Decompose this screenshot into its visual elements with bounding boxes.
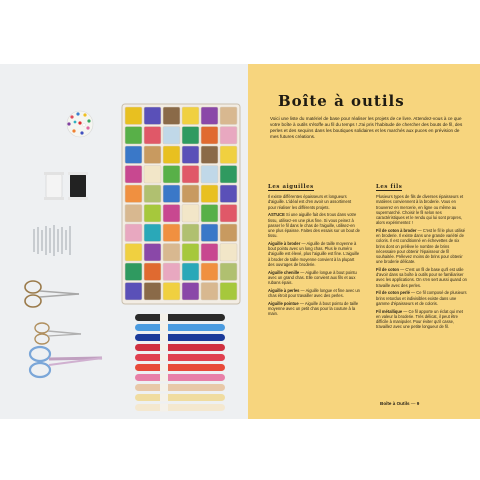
thread-box-cell: [182, 185, 199, 203]
book-spread: [0, 64, 480, 419]
threads-intro: Plusieurs types de fils de diverses épaisseurs et matières conviennent à la broderie. Vous en trouverez en mercerie, en ligne ou même au supermarché. Choisir le fil selon ses caractéristiques et le rendu qui lui sont propres, alors expérimentez !: [376, 194, 464, 226]
skein-band: [160, 334, 168, 342]
thread-box-cell: [144, 244, 161, 262]
skein-band: [160, 394, 168, 402]
thread-box-cell: [163, 224, 180, 242]
thread-box-cell: [220, 205, 237, 223]
thread-box-cell: [163, 185, 180, 203]
thread-box-cell: [125, 166, 142, 184]
tip-text: Si une aiguille fait des trous dans votre tissu, utilisez-en une plus fine. Si vous peinez à passer le fil dans le chas de l'aiguille, utilisez-en une plus épaisse. Faites des essais sur un bout de tissu.: [268, 212, 360, 239]
thread-item: Fil métallique — Ce fil apporte un éclat qui met en valeur la broderie. Très délicat, il peut être difficile à manipuler. Pour éviter qu'il casse, travaillez avec une petite longueur de fil.: [376, 308, 463, 330]
thread-box-cell: [220, 185, 237, 203]
skein-band: [160, 384, 168, 392]
thread-box-cell: [220, 224, 237, 242]
thread-box-cell: [220, 283, 237, 301]
thread-skein: [135, 334, 225, 341]
skein-band: [160, 344, 168, 352]
thread-box-cell: [201, 185, 218, 203]
needle-item: Aiguille chenille — Aiguille longue à bout pointu avec un grand chas. Elle convient aux fils et aux rubans épais.: [268, 269, 357, 286]
thread-item-text: Ce fil composé de plusieurs brins retordus et indivisibles existe dans une gamme d'épaisseurs et de coloris.: [376, 290, 467, 306]
thread-skeins: [135, 314, 225, 412]
thread-box-cell: [125, 146, 142, 164]
thread-skein: [135, 314, 225, 321]
skein-band: [160, 374, 168, 382]
scissors: [25, 281, 102, 377]
thread-box-cell: [201, 166, 218, 184]
threads-column: [376, 184, 468, 332]
thread-item-label: Fil de coton: [376, 267, 399, 273]
thread-box-cell: [182, 205, 199, 223]
thread-item: Fil de coton — C'est un fil de base qu'il est utile d'avoir dans sa boîte à outils pour se familiariser avec les applications. On s'en sert aussi quand on travaille avec des perles.: [376, 267, 467, 288]
thread-box-cell: [144, 185, 161, 203]
thread-box-cell: [182, 166, 199, 184]
thread-box-cell: [182, 244, 199, 262]
thread-box: [122, 104, 240, 304]
thread-box-cell: [201, 205, 218, 223]
thread-box-cell: [220, 166, 237, 184]
thread-box-cell: [163, 107, 180, 125]
thread-box-cell: [163, 205, 180, 223]
thread-item-text: C'est un fil de base qu'il est utile d'avoir dans sa boîte à outils pour se familiariser avec les applications. On s'en sert aussi quand on travaille avec des perles.: [376, 267, 467, 288]
thread-skein: [135, 374, 225, 381]
toolbox-photo: [0, 64, 248, 419]
needle-item-label: Aiguille chenille: [268, 269, 300, 275]
thread-item-label: Fil métallique: [376, 308, 403, 314]
needle-item: Aiguille à perles — Aiguille longue et fine avec un chas étroit pour travailler avec des perles.: [268, 287, 360, 299]
needle-item: Aiguille pointue — Aiguille à bout pointu de taille moyenne avec un petit chas pour la couture à la main.: [268, 300, 359, 317]
thread-skein: [135, 384, 225, 391]
page-title: Boîte à outils: [278, 92, 405, 110]
thread-box-cell: [163, 283, 180, 301]
thread-box-cell: [201, 224, 218, 242]
thread-box-cell: [125, 244, 142, 262]
thread-skein: [135, 344, 225, 351]
thread-box-cell: [201, 127, 218, 145]
thread-box-cell: [201, 107, 218, 125]
toolbox-illustration: [0, 64, 248, 419]
thread-box-cell: [125, 205, 142, 223]
page-number: 9: [416, 401, 420, 406]
thread-box-cell: [220, 244, 237, 262]
threads-heading: Les fils: [376, 184, 403, 190]
skein-band: [160, 314, 168, 322]
needles-intro: Il existe différentes épaisseurs et longueurs d'aiguille. L'idéal est d'en avoir un assortiment pour réaliser les différents projets.: [268, 194, 352, 210]
thread-box-cell: [125, 127, 142, 145]
tip-label: ASTUCE: [268, 212, 285, 218]
thread-box-cell: [201, 146, 218, 164]
footer-title: Boîte à Outils: [380, 401, 410, 406]
thread-item: Fil de coton perlé — Ce fil composé de plusieurs brins retordus et indivisibles existe dans une gamme d'épaisseurs et de coloris.: [376, 290, 467, 306]
page-footer: [380, 401, 419, 406]
thread-box-cell: [182, 283, 199, 301]
intro-paragraph: Voici une liste du matériel de base pour réaliser les projets de ce livre. Attendez-vous à ce que votre boîte à outils s'étoffe au fil du temps ! J'ai pris l'habitude de chercher des bouts de fil, des perles et des sequins dans les boutiques solidaires et les marchés aux puces en prévision de mes futures créations.: [270, 116, 463, 140]
text-page: [248, 64, 480, 419]
thread-spools: [44, 172, 88, 200]
thread-box-cell: [163, 127, 180, 145]
thread-skein: [135, 364, 225, 371]
thread-box-cell: [220, 127, 237, 145]
pin-cushion: [67, 111, 93, 137]
thread-box-cell: [125, 224, 142, 242]
thread-box-cell: [144, 283, 161, 301]
needle-item: Aiguille à broder — Aiguille de taille moyenne à bout pointu avec un long chas. Plus le numéro d'aiguille est élevé, plus l'aiguille est fine. L'aiguille à broder de taille moyenne convient à la plupart des ouvrages de broderie.: [268, 241, 360, 267]
needle-item-label: Aiguille à perles: [268, 287, 300, 293]
thread-skein: [135, 324, 225, 331]
needles: [34, 225, 70, 256]
thread-item-label: Fil de coton à broder: [376, 228, 417, 234]
thread-box-cell: [144, 107, 161, 125]
thread-skein: [135, 354, 225, 361]
thread-item-text: C'est le fil le plus utilisé en broderie. Il existe dans une grande variété de coloris. Il est conditionné en échevettes de six brins dont on prélève le nombre de brins nécessaire pour obtenir l'épaisseur de fil souhaitée. Prélevez moins de brins pour obtenir une broderie délicate.: [376, 228, 466, 265]
thread-box-cell: [220, 146, 237, 164]
thread-box-cell: [220, 263, 237, 281]
thread-skein: [135, 394, 225, 401]
thread-box-cell: [220, 107, 237, 125]
thread-box-cell: [182, 107, 199, 125]
thread-box-cell: [125, 263, 142, 281]
thread-box-cell: [144, 205, 161, 223]
thread-box-cell: [125, 283, 142, 301]
thread-box-cell: [144, 166, 161, 184]
needles-column: [268, 184, 360, 319]
thread-box-cell: [163, 146, 180, 164]
thread-skein: [135, 404, 225, 411]
needle-item-text: Aiguille à bout pointu de taille moyenne avec un petit chas pour la couture à la main.: [268, 300, 359, 317]
needle-item-label: Aiguille à broder: [268, 241, 301, 247]
thread-box-cell: [182, 127, 199, 145]
thread-box-cell: [201, 283, 218, 301]
needle-item-label: Aiguille pointue: [268, 300, 299, 306]
needle-item-text: Aiguille longue à bout pointu avec un grand chas. Elle convient aux fils et aux rubans épais.: [268, 269, 357, 286]
thread-box-cell: [125, 185, 142, 203]
thread-item-text: Ce fil apporte un éclat qui met en valeur la broderie. Très délicat, il peut être difficile à manipuler. Pour éviter qu'il casse, travaillez avec une petite longueur de fil.: [376, 308, 463, 330]
thread-box-cell: [125, 107, 142, 125]
thread-box-cell: [144, 263, 161, 281]
thread-box-cell: [182, 263, 199, 281]
thread-box-cell: [144, 146, 161, 164]
skein-band: [160, 364, 168, 372]
thread-box-cell: [163, 244, 180, 262]
footer-separator: —: [410, 401, 416, 406]
thread-box-cell: [163, 166, 180, 184]
thread-box-cell: [144, 127, 161, 145]
thread-box-cell: [201, 244, 218, 262]
thread-box-cell: [182, 224, 199, 242]
needles-tip: [268, 212, 360, 238]
skein-band: [160, 324, 168, 332]
needles-heading: Les aiguilles: [268, 184, 314, 190]
skein-band: [160, 404, 168, 412]
needle-item-text: Aiguille longue et fine avec un chas étroit pour travailler avec des perles.: [268, 287, 360, 299]
thread-item: Fil de coton à broder — C'est le fil le plus utilisé en broderie. Il existe dans une grande variété de coloris. Il est conditionné en échevettes de six brins dont on prélève le nombre de brins nécessaire pour obtenir l'épaisseur de fil souhaitée. Prélevez moins de brins pour obtenir une broderie délicate.: [376, 228, 466, 265]
thread-box-cell: [163, 263, 180, 281]
skein-band: [160, 354, 168, 362]
thread-box-cell: [182, 146, 199, 164]
thread-box-cell: [201, 263, 218, 281]
thread-box-cell: [144, 224, 161, 242]
thread-item-label: Fil de coton perlé: [376, 290, 410, 296]
needle-item-text: Aiguille de taille moyenne à bout pointu avec un long chas. Plus le numéro d'aiguille est élevé, plus l'aiguille est fine. L'aiguille à broder de taille moyenne convient à la plupart des ouvrages de broderie.: [268, 241, 360, 267]
